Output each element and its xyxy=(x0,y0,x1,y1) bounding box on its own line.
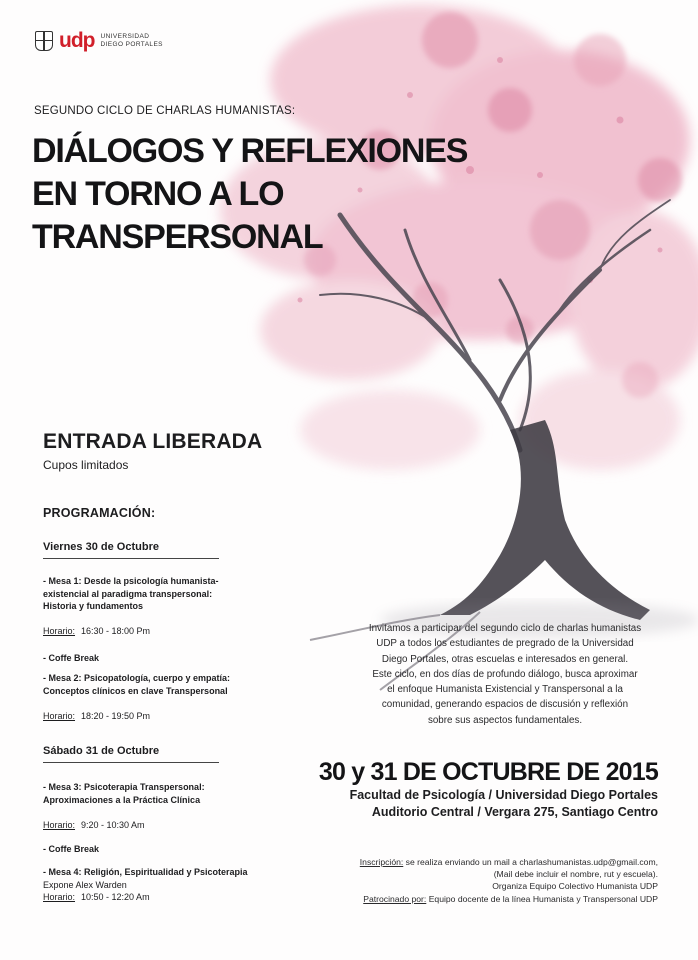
session-3: - Mesa 3: Psicoterapia Transpersonal: Aproximaciones a la Práctica Clínica xyxy=(43,782,205,805)
title-line: EN TORNO A LO xyxy=(32,175,284,213)
session-4-time: Horario: 10:50 - 12:20 Am xyxy=(43,892,150,902)
event-date: 30 y 31 DE OCTUBRE DE 2015 xyxy=(318,758,658,786)
session-3-time: Horario: 9:20 - 10:30 Am xyxy=(43,820,145,830)
invitation-paragraph: Invitamos a participar del segundo ciclo de charlas humanistas UDP a todos los estudiantes de pregrado de la Universidad Diego Portales, otras escuelas e interesados en general. Este ciclo, en dos días de profundo diálogo, busca aproximar el enfoque Humanista Existencial y Transpersonal a la comunidad, generando espacios de discusión y reflexión sobre sus aspectos fundamentales. xyxy=(368,623,642,726)
title-line: DIÁLOGOS Y REFLEXIONES xyxy=(32,132,468,170)
coffee-break-1: - Coffe Break xyxy=(43,653,100,663)
session-4: - Mesa 4: Religión, Espiritualidad y Psicoterapia Expone Alex Warden xyxy=(43,866,273,891)
kicker: SEGUNDO CICLO DE CHARLAS HUMANISTAS: xyxy=(34,105,296,117)
university-logo xyxy=(35,30,163,51)
day2-heading: Sábado 31 de Octubre xyxy=(43,745,219,763)
brand-mark: udp xyxy=(59,29,95,52)
registration-label: Inscripción: xyxy=(359,857,404,867)
sponsor-label: Patrocinado por: xyxy=(363,894,427,904)
limited-seats-note: Cupos limitados xyxy=(43,458,129,472)
day1-heading: Viernes 30 de Octubre xyxy=(43,541,219,559)
sponsor-info: Patrocinado por: Equipo docente de la línea Humanista y Transpersonal UDP xyxy=(363,894,658,904)
free-entry-heading: ENTRADA LIBERADA xyxy=(43,430,263,453)
program-heading: PROGRAMACIÓN: xyxy=(43,506,156,520)
title-line: TRANSPERSONAL xyxy=(32,218,323,256)
session-1-time: Horario: 16:30 - 18:00 Pm xyxy=(43,626,151,636)
university-name: UNIVERSIDAD DIEGO PORTALES xyxy=(100,32,163,48)
coffee-break-2: - Coffe Break xyxy=(43,844,100,854)
crest-icon xyxy=(35,31,53,51)
registration-info: Inscripción: se realiza enviando un mail a charlashumanistas.udp@gmail.com, (Mail debe incluir el nombre, rut y escuela). Organiza Equipo Colectivo Humanista UDP xyxy=(359,857,658,892)
venue: Facultad de Psicología / Universidad Diego Portales Auditorio Central / Vergara 275, Santiago Centro xyxy=(349,788,658,819)
speaker: Expone Alex Warden xyxy=(43,879,127,890)
session-2: - Mesa 2: Psicopatología, cuerpo y empatía: Conceptos clínicos en clave Transpersonal xyxy=(43,673,231,696)
session-2-time: Horario: 18:20 - 19:50 Pm xyxy=(43,711,151,721)
page-title xyxy=(32,130,467,259)
session-1: - Mesa 1: Desde la psicología humanista- existencial al paradigma transpersonal: Historia y fundamentos xyxy=(43,576,219,611)
